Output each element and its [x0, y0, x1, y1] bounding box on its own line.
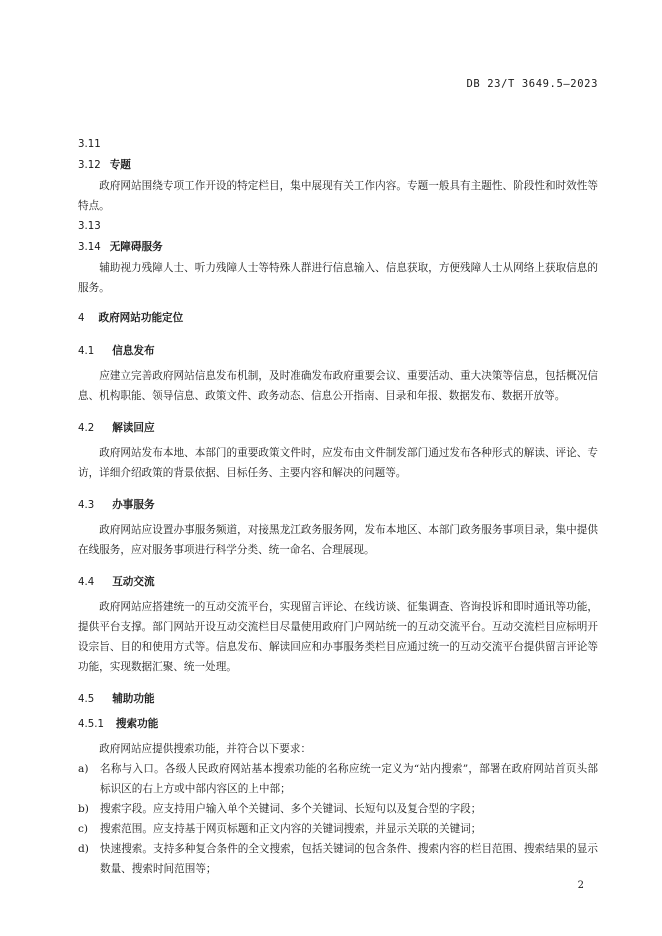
standard-code: DB 23/T 3649.5—2023: [466, 78, 598, 90]
section-title: 解读回应: [112, 422, 155, 434]
section-number: 4.2: [78, 423, 95, 434]
list-item-text: 搜索范围。应支持基于网页标题和正文内容的关键词搜索，并显示关联的关键词；: [100, 823, 482, 835]
list-item-text: 快速搜索。支持多种复合条件的全文搜索，包括关键词的包含条件、搜索内容的栏目范围、搜索结果的显示数量、搜索时间范围等；: [100, 843, 598, 875]
term-number: 3.14: [78, 242, 101, 253]
section-paragraph: 应建立完善政府网站信息发布机制，及时准确发布政府重要会议、重要活动、重大决策等信息，包括概况信息、机构职能、领导信息、政策文件、政务动态、信息公开指南、目录和年报、数据发布、数据开放等。: [78, 370, 598, 402]
list-item: [78, 819, 598, 839]
section-paragraph: 政府网站应搭建统一的互动交流平台，实现留言评论、在线访谈、征集调查、咨询投诉和即时通讯等功能，提供平台支撑。部门网站开设互动交流栏目尽量使用政府门户网站统一的互动交流平台。互动交流栏目应标明开设宗旨、目的和使用方式等。信息发布、解读回应和办事服务类栏目应通过统一的互动交流平台提供留言评论等功能，实现数据汇聚、统一处理。: [78, 601, 598, 673]
term-heading: [78, 237, 598, 258]
section-heading: [78, 418, 598, 439]
list-item-text: 搜索字段。应支持用户输入单个关键词、多个关键词、长短句以及复合型的字段；: [100, 803, 482, 815]
list-item-text: 名称与入口。各级人民政府网站基本搜索功能的名称应统一定义为“站内搜索”，部署在政府网站首页头部标识区的右上方或中部内容区的上中部；: [100, 763, 598, 795]
section-title: 辅助功能: [112, 693, 155, 705]
term-title: 无障碍服务: [109, 241, 163, 253]
section-heading: [78, 341, 598, 362]
section-number: 4.4: [78, 577, 95, 588]
chapter-heading: [78, 308, 598, 329]
section-heading: [78, 689, 598, 710]
section-heading: [78, 572, 598, 593]
term-number: 3.13: [78, 221, 101, 232]
section-heading: [78, 495, 598, 516]
list-item-label: d): [78, 843, 89, 855]
list-item: [78, 839, 598, 879]
section-number: 4.5: [78, 694, 95, 705]
section-title: 信息发布: [112, 345, 155, 357]
list-item-label: c): [78, 823, 89, 835]
section-title: 互动交流: [112, 576, 155, 588]
term-number: 3.11: [78, 139, 101, 150]
term-title: 专题: [109, 159, 131, 171]
term-heading: [78, 216, 598, 237]
term-heading: [78, 155, 598, 176]
subsection-number: 4.5.1: [78, 719, 104, 730]
page-number: 2: [577, 880, 584, 891]
section-paragraph: 政府网站发布本地、本部门的重要政策文件时，应发布由文件制发部门通过发布各种形式的解读、评论、专访，详细介绍政策的背景依据、目标任务、主要内容和解决的问题等。: [78, 447, 598, 479]
section-title: 办事服务: [112, 499, 155, 511]
subsection-intro: 政府网站应提供搜索功能，并符合以下要求：: [99, 743, 312, 755]
list-item: [78, 759, 598, 799]
section-number: 4.1: [78, 346, 95, 357]
chapter-title: 政府网站功能定位: [98, 312, 184, 324]
chapter-number: 4: [78, 313, 85, 324]
section-paragraph: 政府网站应设置办事服务频道，对接黑龙江政务服务网，发布本地区、本部门政务服务事项目录，集中提供在线服务，应对服务事项进行科学分类、统一命名、合理展现。: [78, 524, 598, 556]
list-item-label: b): [78, 803, 89, 815]
subsection-title: 搜索功能: [115, 718, 159, 730]
term-number: 3.12: [78, 160, 101, 171]
list-item-label: a): [78, 763, 89, 775]
term-definition: 辅助视力残障人士、听力残障人士等特殊人群进行信息输入、信息获取，方便残障人士从网络上获取信息的服务。: [78, 262, 598, 294]
term-definition: 政府网站围绕专项工作开设的特定栏目，集中展现有关工作内容。专题一般具有主题性、阶段性和时效性等特点。: [78, 180, 598, 212]
list-item: [78, 799, 598, 819]
section-number: 4.3: [78, 500, 95, 511]
term-heading: [78, 134, 598, 155]
document-body: [78, 134, 598, 879]
subsection-heading: [78, 714, 598, 735]
